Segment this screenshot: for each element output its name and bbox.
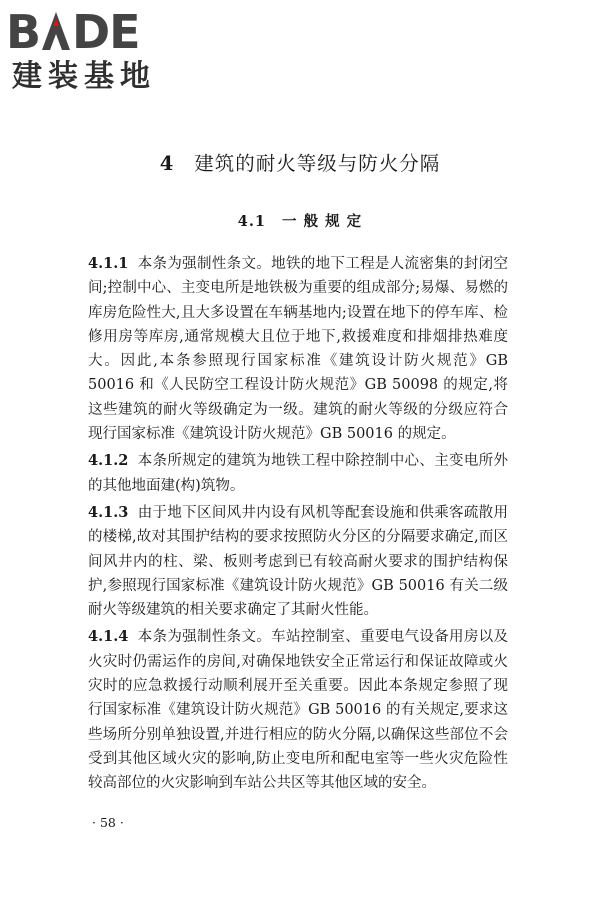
chapter-title-text: 建筑的耐火等级与防火分隔 xyxy=(194,152,441,175)
clause-number: 4.1.4 xyxy=(88,628,129,646)
chapter-number: 4 xyxy=(159,152,175,175)
svg-text:建装基地: 建装基地 xyxy=(12,59,156,92)
clause-text: 由于地下区间风井内设有风机等配套设施和供乘客疏散用的楼梯,故对其围护结构的要求按照防火分区的分隔要求确定,而区间风井内的柱、梁、板则考虑到已有较高耐火要求的围护结构保护,参照现行国家标准《建筑设计防火规范》GB 50016 有关二级耐火等级建筑的相关要求确定了其耐火性能。 xyxy=(88,504,508,619)
clause xyxy=(88,625,508,795)
clause-text: 本条所规定的建筑为地铁工程中除控制中心、主变电所外的其他地面建(构)筑物。 xyxy=(88,453,508,494)
body-text xyxy=(88,252,508,799)
section-title xyxy=(0,210,600,231)
logo-subtitle xyxy=(6,56,176,101)
clause-number: 4.1.3 xyxy=(88,503,129,521)
logo-wordmark xyxy=(6,6,176,54)
section-number: 4.1 xyxy=(237,213,267,230)
clause xyxy=(88,449,508,498)
clause-number: 4.1.1 xyxy=(88,255,129,272)
clause-text: 本条为强制性条文。地铁的地下工程是人流密集的封闭空间;控制中心、主变电所是地铁极为重要的组成部分;易爆、易燃的库房危险性大,且大多设置在车辆基地内;设置在地下的停车库、检修用房等库房,通常规模大且位于地下,救援难度和排烟排热难度大。因此,本条参照现行国家标准《建筑设计防火规范》GB 50016 和《人民防空工程设计防火规范》GB 50098 的规定,将这些建筑的耐火等级确定为一级。建筑的耐火等级的分级应符合现行国家标准《建筑设计防火规范》GB 50016 的规定。 xyxy=(88,256,508,443)
logo-wordmark-graphic xyxy=(6,6,166,54)
chapter-title xyxy=(0,148,600,176)
page-number: · 58 · xyxy=(92,815,124,830)
clause xyxy=(88,501,508,622)
clause xyxy=(88,252,508,446)
svg-text:DE: DE xyxy=(72,6,140,54)
clause-text: 本条为强制性条文。车站控制室、重要电气设备用房以及火灾时仍需运作的房间,对确保地铁安全正常运行和保证故障或火灾时的应急救援行动顺利展开至关重要。因此本条规定参照了现行国家标准《建筑设计防火规范》GB 50016 的有关规定,要求这些场所分别单独设置,并进行相应的防火分隔,以确保这些部位不会受到其他区域火灾的影响,防止变电所和配电室等一些火灾危险性较高部位的火灾影响到车站公共区等其他区域的安全。 xyxy=(88,629,508,792)
bade-logo xyxy=(6,6,176,98)
clause-number: 4.1.2 xyxy=(88,452,129,470)
svg-text:B: B xyxy=(6,6,41,54)
logo-subtitle-graphic xyxy=(12,56,177,92)
section-title-text: 一 般 规 定 xyxy=(282,213,363,230)
